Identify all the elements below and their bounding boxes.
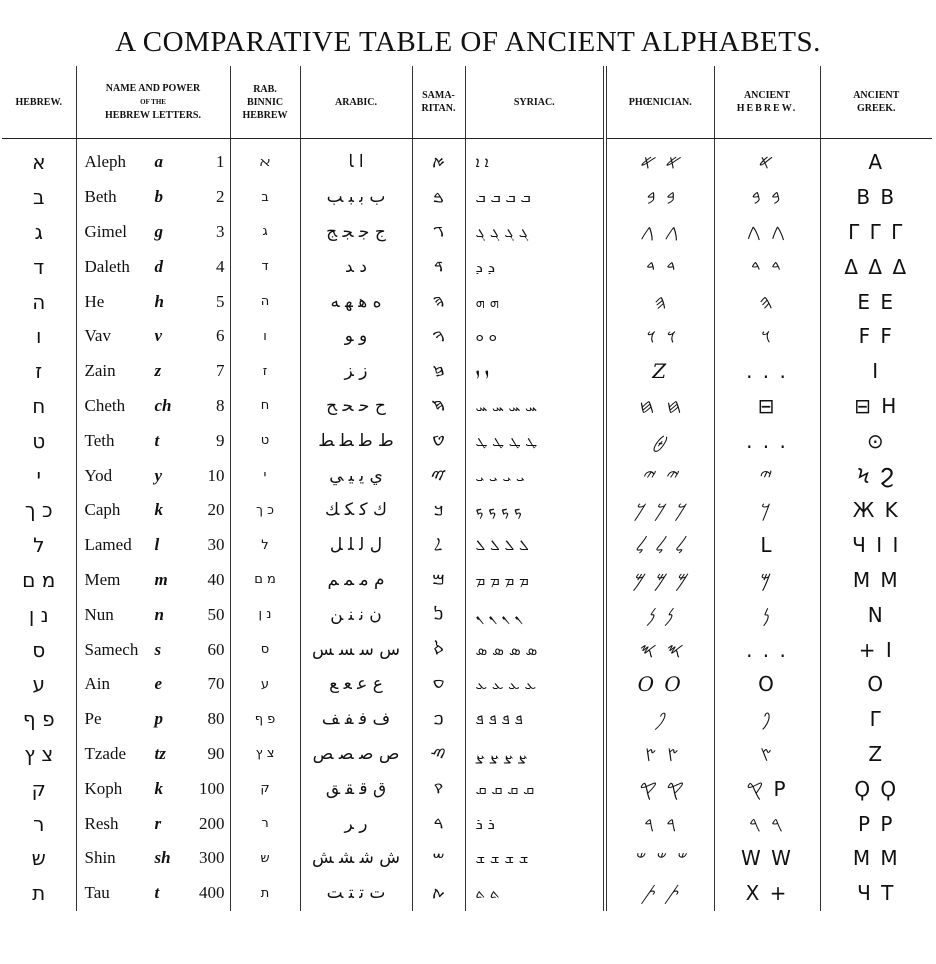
rabbinic-cell: ט (230, 423, 300, 458)
table-row (2, 702, 932, 737)
syriac-cell: ܦ ܦ ܦ ܦ (465, 702, 605, 737)
hebrew-letter-cell: ש (31, 846, 46, 871)
phoenician-cell: 𐤒 𐤒 (605, 771, 714, 806)
hebrew-letter-cell: י (36, 463, 41, 488)
letter-value: 100 (199, 778, 225, 798)
letter-power: k (154, 500, 163, 520)
letter-power: g (154, 221, 163, 241)
letter-power: h (154, 291, 164, 311)
letter-power: p (154, 709, 163, 729)
letter-value: 80 (207, 709, 225, 729)
hebrew-letter-cell: ח (32, 393, 46, 418)
letter-name: He (84, 291, 105, 311)
samaritan-cell: ࠂ (412, 215, 465, 250)
name-power-cell (76, 215, 230, 250)
col-header-name-power: NAME AND POWER OF THE HEBREW LETTERS. (76, 66, 230, 139)
letter-power: sh (154, 848, 171, 868)
letter-name: Cheth (84, 395, 126, 415)
letter-name: Daleth (84, 256, 130, 276)
arabic-cell: ف ﻓ ﻔ ﻒ (300, 702, 412, 737)
ancient-hebrew-cell: 𐤁 𐤁 (714, 180, 820, 215)
rabbinic-cell: ש (230, 841, 300, 876)
letter-value: 20 (207, 500, 225, 520)
syriac-cell: ܚ ܚ ܚ ܚ (465, 389, 605, 424)
arabic-cell: ق ﻗ ﻘ ﻖ (300, 771, 412, 806)
ancient-greek-cell: Ж K (820, 493, 932, 528)
syriac-cell: ܬ ܬ (465, 876, 605, 911)
ancient-greek-cell: Δ Δ Δ (820, 249, 932, 284)
ancient-hebrew-cell: 𐤄 (714, 284, 820, 319)
syriac-cell: ܫ ܫ ܫ ܫ (465, 841, 605, 876)
letter-value: 300 (199, 848, 225, 868)
letter-value: 400 (199, 883, 225, 903)
phoenician-cell: 𐤌 𐤌 𐤌 (605, 563, 714, 598)
arabic-cell: د ﺪ (300, 249, 412, 284)
phoenician-cell: 𐤂 𐤂 (605, 215, 714, 250)
table-row (2, 667, 932, 702)
letter-name: Yod (84, 465, 113, 485)
hebrew-letter-cell: ב (32, 185, 45, 210)
table-row (2, 632, 932, 667)
letter-name: Gimel (84, 221, 127, 241)
letter-power: n (154, 604, 164, 624)
arabic-cell: ش ﺷ ﺸ ﺶ (300, 841, 412, 876)
syriac-cell: ܕ ܕ (465, 249, 605, 284)
phoenician-cell: 𐤑 𐤑 (605, 737, 714, 772)
syriac-cell: ܨ ܨ ܨ ܨ (465, 737, 605, 772)
rabbinic-cell: מ ם (230, 563, 300, 598)
ancient-hebrew-cell: 𐤌 (714, 563, 820, 598)
name-power-cell (76, 458, 230, 493)
table-row (2, 458, 932, 493)
hebrew-letter-cell: ז (35, 359, 43, 384)
arabic-cell: ص ﺻ ﺼ ﺺ (300, 737, 412, 772)
name-power-cell (76, 319, 230, 354)
letter-power: tz (154, 743, 166, 763)
ancient-greek-cell: Ч T (820, 876, 932, 911)
ancient-greek-cell: Γ Γ Γ (820, 215, 932, 250)
letter-name: Aleph (84, 152, 127, 172)
ancient-hebrew-cell: O (714, 667, 820, 702)
letter-name: Tau (84, 883, 110, 903)
name-power-cell (76, 737, 230, 772)
rabbinic-cell: ו (230, 319, 300, 354)
phoenician-cell: 𐤕 𐤕 (605, 876, 714, 911)
col-header-rabbinic: RAB. BINNIC HEBREW (230, 66, 300, 139)
name-power-cell (76, 528, 230, 563)
arabic-cell: ه ﻫ ﻬ ﻪ (300, 284, 412, 319)
ancient-hebrew-cell: 𐤑 (714, 737, 820, 772)
col-header-syriac: SYRIAC. (465, 66, 605, 139)
letter-power: y (154, 465, 163, 485)
name-power-cell (76, 493, 230, 528)
arabic-cell: ل ﻟ ﻠ ﻞ (300, 528, 412, 563)
phoenician-cell: 𐤓 𐤓 (605, 806, 714, 841)
name-power-cell (76, 597, 230, 632)
letter-power: l (154, 535, 160, 555)
table-row (2, 876, 932, 911)
table-row (2, 493, 932, 528)
table-row (2, 389, 932, 424)
arabic-cell: ع ﻋ ﻌ ﻊ (300, 667, 412, 702)
arabic-cell: ك ﻛ ﻜ ﻚ (300, 493, 412, 528)
name-power-cell (76, 389, 230, 424)
ancient-hebrew-cell: 𐤒 P (714, 771, 820, 806)
ancient-greek-cell: ⊟ H (820, 389, 932, 424)
letter-name: Koph (84, 778, 123, 798)
arabic-cell: ز ﺰ (300, 354, 412, 389)
ancient-greek-cell: Ε Ε (820, 284, 932, 319)
letter-value: 6 (216, 326, 225, 346)
letter-name: Vav (84, 326, 111, 346)
phoenician-cell: 𐤔 𐤔 𐤔 (605, 841, 714, 876)
name-power-cell (76, 702, 230, 737)
samaritan-cell: ࠈ (412, 423, 465, 458)
ancient-hebrew-cell: 𐤍 (714, 597, 820, 632)
rabbinic-cell: כ ך (230, 493, 300, 528)
phoenician-cell: 𐤊 𐤊 𐤊 (605, 493, 714, 528)
syriac-cell: ܢ ܢ ܢ ܢ (465, 597, 605, 632)
rabbinic-cell: ר (230, 806, 300, 841)
letter-power: e (154, 674, 163, 694)
letter-power: z (154, 361, 162, 381)
samaritan-cell: ࠍ (412, 597, 465, 632)
hebrew-letter-cell: ק (31, 776, 46, 801)
ancient-hebrew-cell: 𐤃 𐤃 (714, 249, 820, 284)
table-row (2, 284, 932, 319)
syriac-cell: ܝ ܝ ܝ ܝ (465, 458, 605, 493)
letter-value: 4 (216, 256, 225, 276)
rabbinic-cell: ס (230, 632, 300, 667)
table-row (2, 354, 932, 389)
letter-value: 90 (207, 743, 225, 763)
ancient-greek-cell: Z (820, 737, 932, 772)
rabbinic-cell: ד (230, 249, 300, 284)
table-row (2, 319, 932, 354)
ancient-greek-cell: N (820, 597, 932, 632)
ancient-greek-cell: M M (820, 563, 932, 598)
name-power-cell (76, 180, 230, 215)
samaritan-cell: ࠏ (412, 667, 465, 702)
samaritan-cell: ࠉ (412, 458, 465, 493)
letter-name: Mem (84, 569, 121, 589)
letter-value: 10 (207, 465, 225, 485)
ancient-greek-cell: Γ (820, 702, 932, 737)
header-row (2, 66, 932, 139)
phoenician-cell: O O (605, 667, 714, 702)
letter-name: Shin (84, 848, 116, 868)
arabic-cell: ح ﺣ ﺤ ﺢ (300, 389, 412, 424)
phoenician-cell: 𐤅 𐤅 (605, 319, 714, 354)
col-header-phoenician: PHŒNICIAN. (605, 66, 714, 139)
letter-value: 50 (207, 604, 225, 624)
ancient-hebrew-cell: 𐤀 (714, 139, 820, 180)
letter-value: 30 (207, 535, 225, 555)
hebrew-letter-cell: צ ץ (24, 741, 54, 766)
ancient-greek-cell: P P (820, 806, 932, 841)
letter-name: Zain (84, 361, 116, 381)
ancient-hebrew-cell: 𐤊 (714, 493, 820, 528)
rabbinic-cell: ב (230, 180, 300, 215)
hebrew-letter-cell: ר (33, 811, 45, 836)
rabbinic-cell: ק (230, 771, 300, 806)
table-row (2, 771, 932, 806)
table-row (2, 215, 932, 250)
table-body (2, 139, 932, 911)
arabic-cell: ط ﻃ ﻄ ﻂ (300, 423, 412, 458)
syriac-cell: ܙ ܙ (465, 354, 605, 389)
name-power-cell (76, 249, 230, 284)
syriac-cell: ܟ ܟ ܟ ܟ (465, 493, 605, 528)
rabbinic-cell: פ ף (230, 702, 300, 737)
name-power-cell (76, 806, 230, 841)
hebrew-letter-cell: ל (33, 533, 45, 558)
rabbinic-cell: ה (230, 284, 300, 319)
table-row (2, 737, 932, 772)
arabic-cell: س ﺳ ﺴ ﺲ (300, 632, 412, 667)
rabbinic-cell: צ ץ (230, 737, 300, 772)
col-header-samaritan: SAMA- RITAN. (412, 66, 465, 139)
samaritan-cell: ࠐ (412, 702, 465, 737)
arabic-cell: ج ﺟ ﺠ ﺞ (300, 215, 412, 250)
letter-power: d (154, 256, 163, 276)
hebrew-letter-cell: מ ם (22, 567, 56, 592)
letter-name: Resh (84, 813, 119, 833)
letter-power: t (154, 430, 160, 450)
samaritan-cell: ࠌ (412, 563, 465, 598)
name-power-cell (76, 139, 230, 180)
letter-name: Nun (84, 604, 114, 624)
arabic-cell: ب ﺑ ﺒ ﺐ (300, 180, 412, 215)
syriac-cell: ܩ ܩ ܩ ܩ (465, 771, 605, 806)
col-header-ancient-greek: ANCIENT GREEK. (820, 66, 932, 139)
ancient-greek-cell: Ϙ Ϙ (820, 771, 932, 806)
name-power-cell (76, 876, 230, 911)
table-row (2, 563, 932, 598)
ancient-greek-cell: Ч Ι Ι (820, 528, 932, 563)
hebrew-letter-cell: ע (32, 672, 46, 697)
letter-name: Tzade (84, 743, 127, 763)
phoenician-cell: 𐤎 𐤎 (605, 632, 714, 667)
hebrew-letter-cell: ו (36, 324, 42, 349)
ancient-hebrew-cell: W W (714, 841, 820, 876)
letter-power: r (154, 813, 162, 833)
rabbinic-cell: ﬡ (230, 139, 300, 180)
samaritan-cell: ࠇ (412, 389, 465, 424)
letter-value: 60 (207, 639, 225, 659)
arabic-cell: م ﻣ ﻤ ﻢ (300, 563, 412, 598)
samaritan-cell: ࠋ (412, 528, 465, 563)
syriac-cell: ܛ ܛ ܛ ܛ (465, 423, 605, 458)
ancient-hebrew-cell: X + (714, 876, 820, 911)
letter-value: 8 (216, 395, 225, 415)
syriac-cell: ܗ ܗ (465, 284, 605, 319)
letter-name: Ain (84, 674, 110, 694)
syriac-cell: ܡ ܡ ܡ ܡ (465, 563, 605, 598)
arabic-cell: ت ﺗ ﺘ ﺖ (300, 876, 412, 911)
phoenician-cell: 𐤇 𐤇 (605, 389, 714, 424)
rabbinic-cell: ג (230, 215, 300, 250)
rabbinic-cell: י (230, 458, 300, 493)
ancient-greek-cell: ⊙ (820, 423, 932, 458)
name-power-cell (76, 423, 230, 458)
syriac-cell: ܣ ܣ ܣ ܣ (465, 632, 605, 667)
table-row (2, 180, 932, 215)
letter-power: t (154, 883, 160, 903)
rabbinic-cell: ע (230, 667, 300, 702)
letter-value: 9 (216, 430, 225, 450)
hebrew-letter-cell: ג (34, 219, 43, 244)
name-power-cell (76, 667, 230, 702)
letter-name: Beth (84, 187, 117, 207)
samaritan-cell: ࠆ (412, 354, 465, 389)
col-header-arabic: ARABIC. (300, 66, 412, 139)
letter-power: b (154, 187, 163, 207)
name-power-cell (76, 841, 230, 876)
letter-name: Teth (84, 430, 115, 450)
hebrew-letter-cell: ט (32, 428, 46, 453)
rabbinic-cell: ל (230, 528, 300, 563)
ancient-hebrew-cell: 𐤓 𐤓 (714, 806, 820, 841)
samaritan-cell: ࠄ (412, 284, 465, 319)
table-row (2, 806, 932, 841)
arabic-cell: ن ﻧ ﻨ ﻦ (300, 597, 412, 632)
samaritan-cell: ࠕ (412, 876, 465, 911)
ancient-greek-cell: O (820, 667, 932, 702)
table-row (2, 597, 932, 632)
table-row (2, 249, 932, 284)
hebrew-letter-cell: א (32, 150, 46, 175)
letter-power: a (154, 152, 163, 172)
letter-value: 2 (216, 187, 225, 207)
table-row (2, 423, 932, 458)
samaritan-cell: ࠓ (412, 806, 465, 841)
ancient-greek-cell: Ϟ Ϩ (820, 458, 932, 493)
syriac-cell: ܘ ܘ (465, 319, 605, 354)
ancient-hebrew-cell: . . . (714, 632, 820, 667)
ancient-greek-cell: Α (820, 139, 932, 180)
arabic-cell: ر ﺮ (300, 806, 412, 841)
hebrew-letter-cell: ד (33, 254, 45, 279)
ancient-hebrew-cell: 𐤉 (714, 458, 820, 493)
syriac-cell: ܥ ܥ ܥ ܥ (465, 667, 605, 702)
table-row (2, 528, 932, 563)
phoenician-cell: 𐤍 𐤍 (605, 597, 714, 632)
ancient-hebrew-cell: L (714, 528, 820, 563)
letter-name: Caph (84, 500, 121, 520)
ancient-hebrew-cell: 𐤅 (714, 319, 820, 354)
ancient-greek-cell: Ϝ Ϝ (820, 319, 932, 354)
phoenician-cell: Z (605, 354, 714, 389)
hebrew-letter-cell: כ ך (24, 498, 53, 523)
phoenician-cell: 𐤀 𐤀 (605, 139, 714, 180)
phoenician-cell: 𐤁 𐤁 (605, 180, 714, 215)
page-title: A COMPARATIVE TABLE OF ANCIENT ALPHABETS. (115, 26, 821, 58)
samaritan-cell: ࠅ (412, 319, 465, 354)
ancient-greek-cell: I (820, 354, 932, 389)
syriac-cell: ܪ ܪ (465, 806, 605, 841)
ancient-hebrew-cell: . . . (714, 354, 820, 389)
letter-power: v (154, 326, 163, 346)
letter-name: Lamed (84, 535, 132, 555)
samaritan-cell: ࠁ (412, 180, 465, 215)
letter-power: ch (154, 395, 172, 415)
ancient-greek-cell: + I (820, 632, 932, 667)
col-header-hebrew: HEBREW. (2, 66, 76, 139)
arabic-cell: ي ﻳ ﻴ ﻲ (300, 458, 412, 493)
rabbinic-cell: ז (230, 354, 300, 389)
samaritan-cell: ࠃ (412, 249, 465, 284)
letter-power: m (154, 569, 168, 589)
samaritan-cell: ࠑ (412, 737, 465, 772)
rabbinic-cell: ת (230, 876, 300, 911)
letter-power: k (154, 778, 163, 798)
letter-value: 70 (207, 674, 225, 694)
col-header-ancient-hebrew: ANCIENT HEBREW. (714, 66, 820, 139)
letter-name: Pe (84, 709, 102, 729)
name-power-cell (76, 284, 230, 319)
table-row (2, 841, 932, 876)
samaritan-cell: ࠒ (412, 771, 465, 806)
rabbinic-cell: ח (230, 389, 300, 424)
rabbinic-cell: נ ן (230, 597, 300, 632)
letter-power: s (154, 639, 162, 659)
letter-value: 40 (207, 569, 225, 589)
ancient-hebrew-cell: ⊟ (714, 389, 820, 424)
samaritan-cell: ࠊ (412, 493, 465, 528)
phoenician-cell: 𐤃 𐤃 (605, 249, 714, 284)
letter-value: 200 (199, 813, 225, 833)
name-power-cell (76, 563, 230, 598)
ancient-greek-cell: M M (820, 841, 932, 876)
ancient-hebrew-cell: 𐤂 𐤂 (714, 215, 820, 250)
ancient-hebrew-cell: . . . (714, 423, 820, 458)
hebrew-letter-cell: נ ן (28, 602, 49, 627)
phoenician-cell: 𐤐 (605, 702, 714, 737)
name-power-cell (76, 354, 230, 389)
samaritan-cell: ࠀ (412, 139, 465, 180)
syriac-cell: ܠ ܠ ܠ ܠ (465, 528, 605, 563)
letter-value: 5 (216, 291, 225, 311)
arabic-cell: ﺍ ﺎ (300, 139, 412, 180)
hebrew-letter-cell: ס (32, 637, 46, 662)
samaritan-cell: ࠎ (412, 632, 465, 667)
letter-name: Samech (84, 639, 139, 659)
table-row (2, 139, 932, 180)
name-power-cell (76, 632, 230, 667)
letter-value: 7 (216, 361, 225, 381)
ancient-greek-cell: Β Β (820, 180, 932, 215)
syriac-cell: ܐ ܐ (465, 139, 605, 180)
phoenician-cell: 𐤄 (605, 284, 714, 319)
syriac-cell: ܒ ܒ ܒ ܒ (465, 180, 605, 215)
hebrew-letter-cell: ת (32, 881, 46, 906)
arabic-cell: و ﻮ (300, 319, 412, 354)
hebrew-letter-cell: ה (32, 289, 46, 314)
ancient-hebrew-cell: 𐤐 (714, 702, 820, 737)
alphabet-table (2, 66, 932, 911)
samaritan-cell: ࠔ (412, 841, 465, 876)
phoenician-cell: 𐤉 𐤉 (605, 458, 714, 493)
hebrew-letter-cell: פ ף (22, 707, 55, 732)
letter-value: 1 (216, 152, 225, 172)
phoenician-cell: 𐤈 (605, 423, 714, 458)
letter-value: 3 (216, 221, 225, 241)
syriac-cell: ܓ ܓ ܓ ܓ (465, 215, 605, 250)
name-power-cell (76, 771, 230, 806)
phoenician-cell: 𐤋 𐤋 𐤋 (605, 528, 714, 563)
